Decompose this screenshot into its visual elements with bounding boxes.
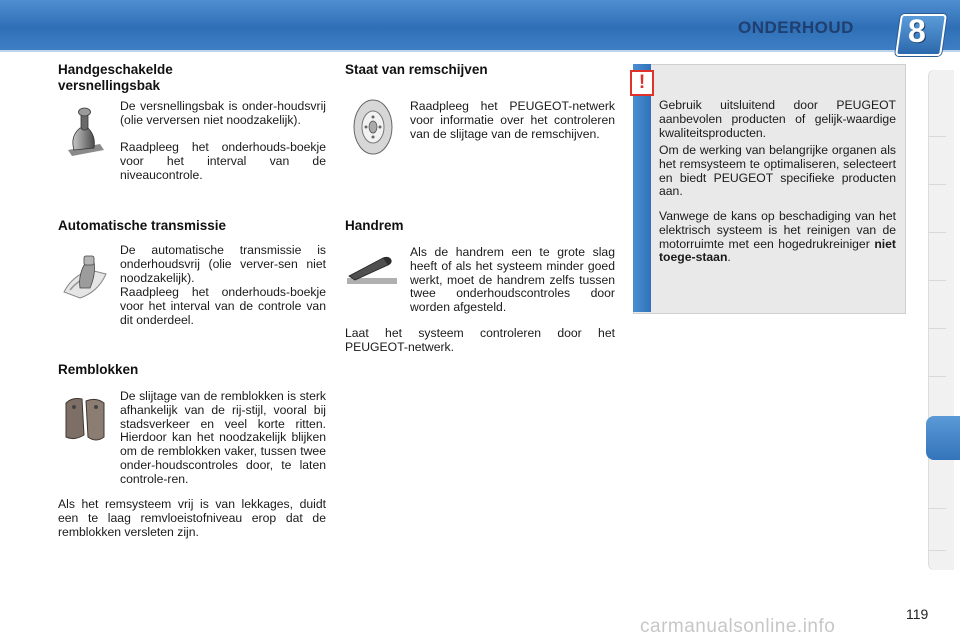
section-title-manual-gearbox: Handgeschakelde versnellingsbak: [58, 62, 173, 93]
handbrake-icon: [345, 252, 399, 288]
page-number: 119: [906, 606, 929, 622]
tab-divider: [928, 376, 946, 377]
watermark: carmanualsonline.info: [640, 616, 836, 637]
chapter-number: 8: [908, 13, 926, 49]
warning-icon: !: [630, 70, 654, 96]
header-divider: [0, 50, 960, 52]
handbrake-text-2: Laat het systeem controleren door het PEUGEOT-netwerk.: [345, 326, 615, 354]
section-title-brake-pads: Remblokken: [58, 362, 139, 377]
warning-text-2: Om de werking van belangrijke organen als het remsysteem te optimaliseren, selecteert en biedt PEUGEOT specifieke producten aan.: [659, 143, 896, 199]
tab-divider: [928, 280, 946, 281]
warning-text-3: Vanwege de kans op beschadiging van het elektrisch systeem is het reinigen van de motorruimte met een hogedrukreiniger niet toege-staan.: [659, 209, 896, 265]
automatic-transmission-text-2: Raadpleeg het onderhouds-boekje voor het interval van de controle van dit onderdeel.: [120, 285, 326, 327]
manual-gearbox-text-1: De versnellingsbak is onder-houdsvrij (olie verversen niet noodzakelijk).: [120, 99, 326, 127]
tab-divider: [928, 232, 946, 233]
handbrake-text-1: Als de handrem een te grote slag heeft of als het systeem minder goed werkt, moet de handrem zelfs tussen twee onderhoudscontroles door worden afgesteld.: [410, 245, 615, 315]
tab-divider: [928, 328, 946, 329]
tab-divider: [928, 550, 946, 551]
automatic-selector-icon: [60, 252, 110, 302]
manual-gearbox-text-2: Raadpleeg het onderhouds-boekje voor het interval van de niveaucontrole.: [120, 140, 326, 182]
section-title-automatic-transmission: Automatische transmissie: [58, 218, 227, 233]
gear-lever-icon: [60, 106, 108, 156]
brake-disc-icon: [350, 98, 396, 156]
section-title-brake-discs: Staat van remschijven: [345, 62, 488, 77]
chapter-title: ONDERHOUD: [738, 18, 854, 37]
section-title-handbrake: Handrem: [345, 218, 404, 233]
tab-divider: [928, 136, 946, 137]
brake-discs-text: Raadpleeg het PEUGEOT-netwerk voor informatie over het controleren van de slijtage van de remschijven.: [410, 99, 615, 141]
brake-pads-text-2: Als het remsysteem vrij is van lekkages, duidt een te laag remvloeistofniveau erop dat de remblokken versleten zijn.: [58, 497, 326, 539]
chapter-tab-active[interactable]: [926, 416, 960, 460]
warning-emphasis: niet toege-staan: [659, 236, 896, 265]
tab-divider: [928, 184, 946, 185]
automatic-transmission-text-1: De automatische transmissie is onderhoudsvrij (olie verver-sen niet noodzakelijk).: [120, 243, 326, 285]
warning-text-1: Gebruik uitsluitend door PEUGEOT aanbevolen producten of gelijk-waardige kwaliteitsproducten.: [659, 98, 896, 140]
tab-divider: [928, 508, 946, 509]
brake-pads-text-1: De slijtage van de remblokken is sterk afhankelijk van de rij-stijl, vooral bij stadsverkeer en veel korte ritten. Hierdoor kan het noodzakelijk blijken om de remblokken vaker, tussen twee onder-houdscontroles door, te laten controle-ren.: [120, 389, 326, 486]
chapter-tab-strip: [928, 70, 954, 570]
warning-stripe: [633, 64, 651, 312]
